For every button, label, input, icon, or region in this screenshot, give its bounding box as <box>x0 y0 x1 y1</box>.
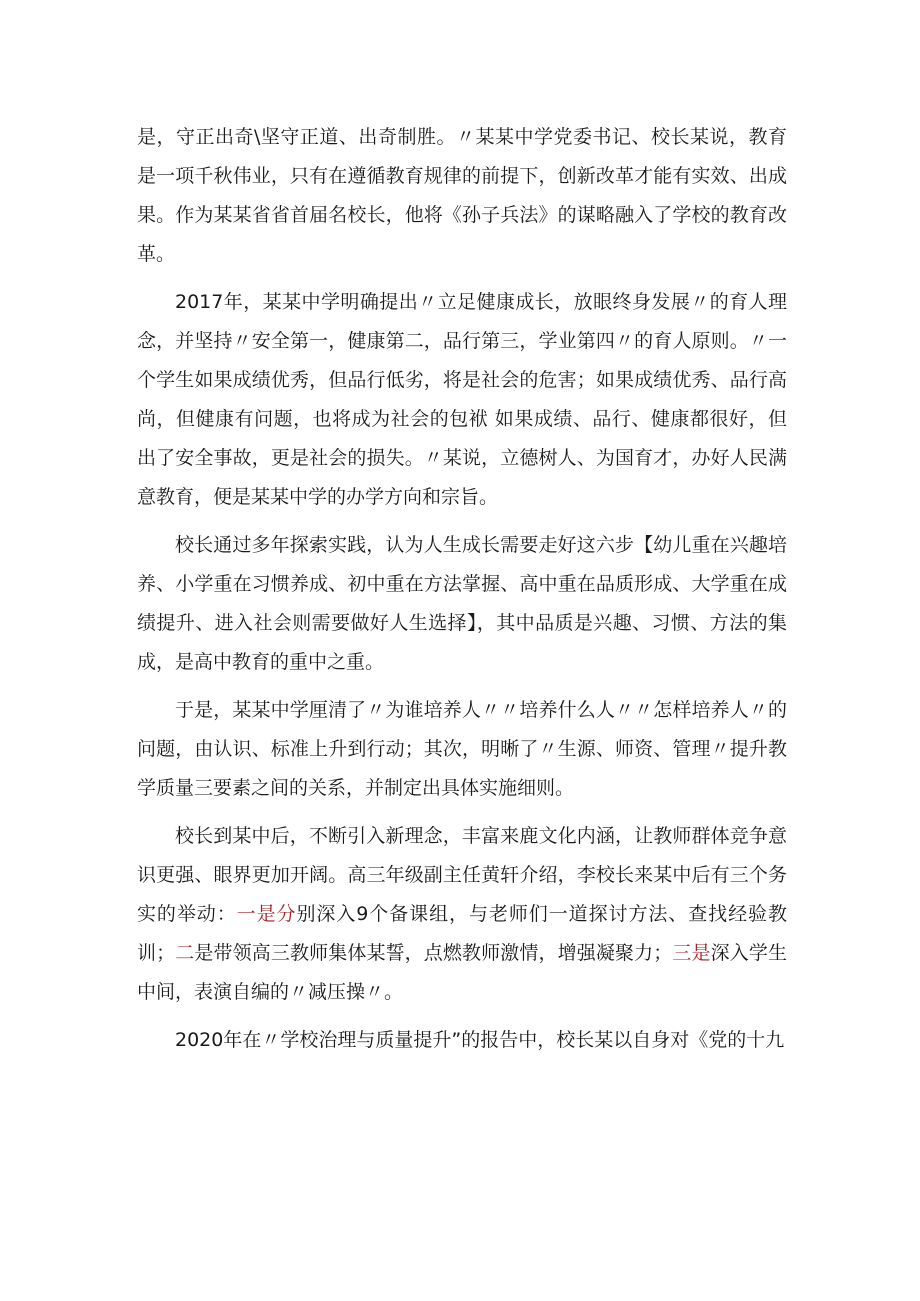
paragraph-six-steps: 校长通过多年探索实践，认为人生成长需要走好这六步【幼儿重在兴趣培养、小学重在习惯养成、初中重在方法掌握、高中重在品质形成、大学重在成绩提升、进入社会则需要做好人生选择】，其中品质是兴趣、习惯、方法的集成，是高中教育的重中之重。 <box>137 534 787 673</box>
three-actions-intro: 校长到某中后，不断引入新理念，丰富来鹿文化内涵，让教师群体竞争意识更强、眼界更加开阔。高三年级副主任黄轩介绍，李校长来某中后有三个务实的举动： <box>137 825 787 925</box>
paragraph-three-actions <box>137 817 787 1012</box>
three-actions-third: 深入学生中间，表演自编的〃减压操〃。 <box>137 942 787 1003</box>
highlight-third: 三是 <box>672 942 711 964</box>
highlight-first: 一是分 <box>236 903 297 925</box>
highlight-second: 二 <box>175 942 195 964</box>
paragraph-2020-report: 2020年在〃学校治理与质量提升”的报告中，校长某以自身对《党的十九 <box>175 1029 785 1051</box>
paragraph-clarified-questions: 于是，某某中学厘清了〃为谁培养人〃〃培养什么人〃〃怎样培养人〃的问题，由认识、标准上升到行动；其次，明晰了〃生源、师资、管理〃提升教学质量三要素之间的关系，并制定出具体实施细则。 <box>137 699 787 799</box>
paragraph-continuation: 是，守正出奇\坚守正道、出奇制胜。〃某某中学党委书记、校长某说，教育是一项千秋伟业，只有在遵循教育规律的前提下，创新改革才能有实效、出成果。作为某某省省首届名校长，他将《孙子兵法》的谋略融入了学校的教育改革。 <box>137 126 787 265</box>
three-actions-first: 别深入9个备课组，与老师们一道探讨方法、查找经验教训； <box>137 903 787 964</box>
body-text <box>137 118 787 1069</box>
paragraph-education-philosophy: 2017年，某某中学明确提出〃立足健康成长，放眼终身发展〃的育人理念，并坚持〃安全第一，健康第二，品行第三，学业第四〃的育人原则。〃一个学生如果成绩优秀，但品行低劣，将是社会的危害；如果成绩优秀、品行高尚，但健康有问题，也将成为社会的包袱 如果成绩、品行、健康都很好，但出了安全事故，更是社会的损失。〃某说，立德树人、为国育才，办好人民满意教育，便是某某中学的办学方向和宗旨。 <box>137 291 787 508</box>
three-actions-second: 是带领高三教师集体某誓，点燃教师激情，增强凝聚力； <box>194 942 673 964</box>
